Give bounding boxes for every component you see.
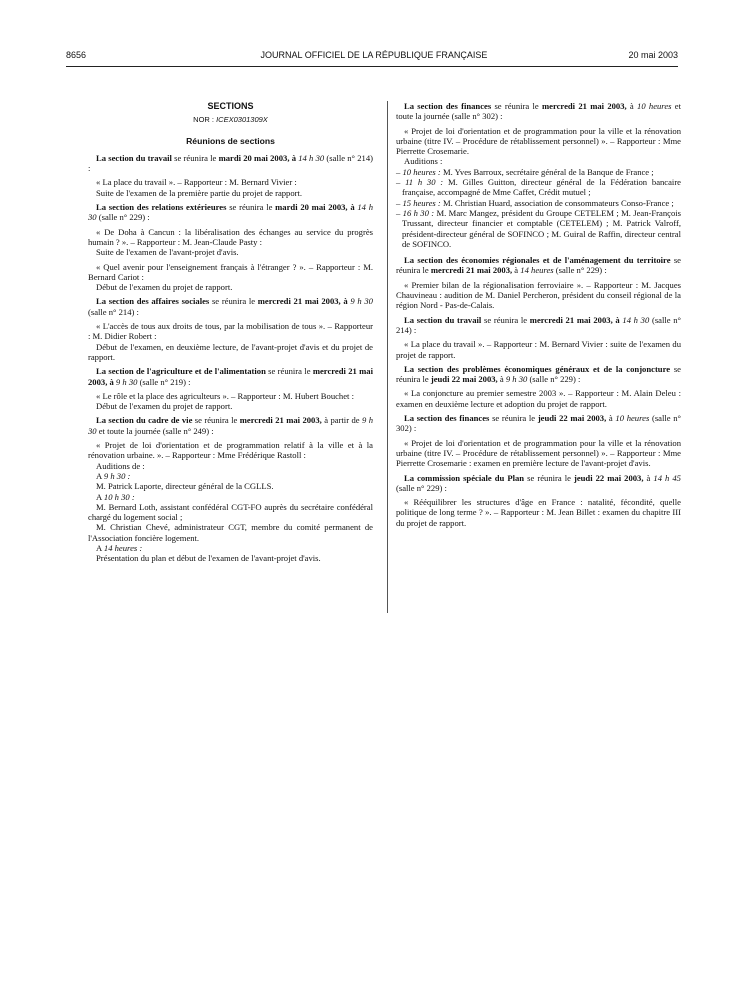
journal-title: JOURNAL OFFICIEL DE LA RÉPUBLIQUE FRANÇAISE [260,50,488,60]
section-title: SECTIONS [207,101,254,111]
room: (salle n° 229) : [527,374,581,385]
meeting-date: mercredi 21 mai 2003, [430,265,513,276]
meeting-economies-regionales-heading [396,255,681,276]
agenda-item: « Projet de loi d'orientation et de programmation relatif à la ville et à la rénovation urbaine. ». – Rapporteur : Mme Frédérique Rastoll : [88,440,373,461]
person: M. Yves Barroux, secrétaire général de la Banque de France ; [440,166,654,177]
agenda-note: Début de l'examen, en deuxième lecture, de l'avant-projet d'avis et du projet de rapport. [88,341,373,362]
meeting-date: jeudi 22 mai 2003, [537,413,607,424]
text: A [96,470,104,481]
room: et toute la journée (salle n° 249) : [96,425,214,436]
agenda-item: « L'accès de tous aux droits de tous, par la mobilisation de tous ». – Rapporteur : M. Didier Robert : [88,321,373,342]
meeting-agriculture-heading [88,366,373,387]
column-divider [387,101,388,613]
meeting-travail-heading [88,153,373,174]
room: (salle n° 229) : [396,482,447,493]
time: – 10 heures : [396,166,441,177]
meeting-commission-plan-heading [396,473,681,494]
text: à [606,413,616,424]
text: A [96,491,104,502]
issue-date: 20 mai 2003 [628,50,678,60]
meeting-conjoncture-heading [396,364,681,385]
time: 10 h 30 : [103,491,135,502]
audition-time [88,543,373,553]
text: se réunira le [396,363,681,385]
meeting-travail-heading [396,315,681,336]
text: se réunira le [491,101,542,111]
text: se réunira le [489,413,538,424]
meeting-sociales-heading [88,296,373,317]
header-rule [66,66,678,67]
person: M. Gilles Guitton, directeur général de la Fédération bancaire française, accompagné de Mme Caffet, Crédit mutuel ; [402,177,681,198]
text: à [512,265,521,276]
audition-person: M. Christian Chevé, administrateur CGT, membre du comité permanent de l'Association foncière logement. [88,522,373,543]
agenda-item: « Rééquilibrer les structures d'âge en France : natalité, fécondité, quelle politique de long terme ? ». – Rapporteur : M. Jean Billet : examen du chapitre III du projet de rapport. [396,497,681,528]
left-column [88,101,373,564]
text: se réunira le [265,366,313,377]
section-name: La section des affaires sociales [96,296,210,307]
section-name: La section des relations extérieures [96,202,227,213]
right-column [396,101,681,528]
person: M. Christian Huard, association de consommateurs Conso-France ; [440,197,674,208]
agenda-item: « La place du travail ». – Rapporteur : M. Bernard Vivier : suite de l'examen du projet de rapport. [396,339,681,360]
meeting-time: 9 h 30 [88,415,373,436]
meeting-time: 10 heures [637,101,672,111]
text: à [643,472,654,483]
text: A [96,542,104,553]
meeting-time: 9 h 30 [113,376,138,387]
meeting-date: mercredi 21 mai 2003, [239,415,322,426]
auditions-label: Auditions de : [96,460,145,471]
auditions-label: Auditions : [404,156,443,167]
section-subtitle: Réunions de sections [186,135,275,146]
meeting-date: mardi 20 mai 2003, à [275,202,355,213]
audition-entry [396,208,681,249]
agenda-item: « De Doha à Cancun : la libéralisation des échanges au service du progrès humain ? ». – Rapporteur : M. Jean-Claude Pasty : [88,226,373,247]
text: se réunira le [481,314,530,325]
section-name: La section du cadre de vie [96,415,193,426]
agenda-item: « Projet de loi d'orientation et de programmation pour la ville et la rénovation urbaine (titre IV. – Procédure de rétablissement personnel) ». – Rapporteur : Mme Pierrette Crosemarie. [396,125,681,157]
room: (salle n° 302) : [396,413,681,434]
meeting-date: jeudi 22 mai 2003, [430,374,498,385]
time: – 16 h 30 : [396,207,435,218]
agenda-note: Suite de l'examen de l'avant-projet d'avis. [96,247,239,258]
nor-code: ICEX0301309X [216,115,268,125]
meeting-relations-heading [88,202,373,223]
time: – 11 h 30 : [396,177,444,188]
section-name: La section des économies régionales et de l'aménagement du territoire [404,255,671,266]
text: se réunira le [226,202,276,213]
section-name: La section des problèmes économiques généraux et de la conjoncture [404,363,671,374]
agenda-item: « La conjoncture au premier semestre 2003 ». – Rapporteur : M. Alain Deleu : examen en deuxième lecture et adoption du projet de rapport. [396,388,681,409]
meeting-finances-heading-2 [396,413,681,434]
audition-time [88,492,373,502]
meeting-date: mercredi 21 mai 2003, à [257,296,348,307]
text: se réunira le [192,415,240,426]
time: – 15 heures : [396,197,441,208]
text: se réunira le [396,255,681,276]
audition-entry [396,167,681,177]
audition-entry [396,177,681,198]
agenda-note: Suite de l'examen de la première partie du projet de rapport. [96,187,303,198]
agenda-note: Présentation du plan et début de l'examen de l'avant-projet d'avis. [96,553,321,564]
meeting-time: 9 h 30 [505,374,528,385]
nor-prefix: NOR : [193,115,217,125]
agenda-item: « Projet de loi d'orientation et de programmation pour la ville et la rénovation urbaine (titre IV. – Procédure de rétablissement personnel) ». – Rapporteur : Mme Pierrette Crosemarie : examen en première lecture de l'avant-projet d'avis. [396,437,681,469]
section-name: La commission spéciale du Plan [404,472,525,483]
meeting-cadre-de-vie-heading [88,415,373,436]
meeting-time: 14 h 30 [296,152,325,163]
text: se réunira le [524,472,574,483]
section-name: La section du travail [96,152,172,163]
text: se réunira le [171,152,219,163]
meeting-time: 14 heures [520,265,554,276]
agenda-note: Début de l'examen du projet de rapport. [96,282,233,293]
meeting-finances-heading [396,101,681,122]
time: 14 heures : [103,542,143,553]
room: (salle n° 214) : [88,152,373,174]
room: (salle n° 229) : [96,212,150,223]
text: se réunira le [209,296,258,307]
audition-time [88,471,373,481]
room: (salle n° 229) : [553,265,607,276]
agenda-note: Début de l'examen du projet de rapport. [96,401,233,412]
page-number: 8656 [66,50,87,60]
agenda-item: « Le rôle et la place des agriculteurs ». – Rapporteur : M. Hubert Bouchet : [96,390,354,401]
meeting-time: 14 h 30 [619,314,650,325]
person: M. Marc Mangez, président du Groupe CETELEM ; M. Jean-François Trussant, directeur financier et comptable (CETELEM) ; M. Patrick Valroff, président-directeur général de SOFINCO ; M. Guiral de Raffin, directeur central de SOFINCO. [402,207,681,249]
meeting-date: mercredi 21 mai 2003, [541,101,627,111]
nor-reference [88,115,373,125]
room: (salle n° 214) : [396,314,681,335]
audition-person: M. Patrick Laporte, directeur général de la CGLLS. [96,481,274,492]
page-header [0,50,748,66]
agenda-item: « Premier bilan de la régionalisation ferroviaire ». – Rapporteur : M. Jacques Chauvineau : audition de M. Daniel Percheron, président du conseil régional de la région Nord - Pas-de-Calais. [396,279,681,311]
meeting-time: 9 h 30 [347,296,373,307]
text: à [497,374,506,385]
audition-entry [396,198,681,208]
section-name: La section des finances [404,413,490,424]
text: à partir de [321,415,362,426]
meeting-date: mardi 20 mai 2003, à [218,152,296,163]
meeting-date: mercredi 21 mai 2003, à [529,314,620,325]
meeting-date: mercredi 21 mai 2003, à [88,366,373,387]
meeting-date: jeudi 22 mai 2003, [573,472,644,483]
section-name: La section du travail [404,314,482,325]
section-name: La section de l'agriculture et de l'alimentation [96,366,266,377]
meeting-time: 14 h 45 [653,472,681,483]
room: et toute la journée (salle n° 302) : [396,101,681,122]
room: (salle n° 214) : [88,306,139,317]
meeting-time: 14 h 30 [88,202,373,223]
section-name: La section des finances [404,101,492,111]
meeting-time: 10 heures [615,413,650,424]
room: (salle n° 219) : [137,376,191,387]
audition-person: M. Bernard Loth, assistant confédéral CGT-FO auprès du secrétaire confédéral chargé du logement social ; [88,501,373,523]
agenda-item: « La place du travail ». – Rapporteur : M. Bernard Vivier : [96,177,297,188]
time: 9 h 30 : [103,470,131,481]
text: à [626,101,638,111]
agenda-item: « Quel avenir pour l'enseignement français à l'étranger ? ». – Rapporteur : M. Bernard Cariot : [88,261,373,282]
